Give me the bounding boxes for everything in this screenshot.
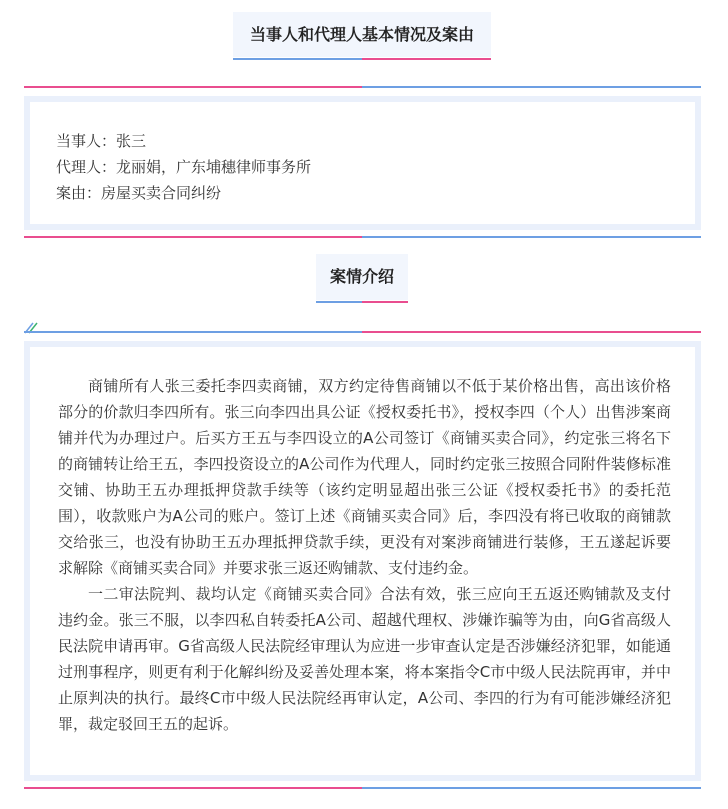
parties-panel-inner (30, 102, 695, 224)
cause-line: 案由：房屋买卖合同纠纷 (56, 184, 222, 202)
case-paragraph: 一二审法院判、裁均认定《商铺买卖合同》合法有效，张三应向王五返还购铺款及支付违约金。张三不服，以李四私自转委托A公司、超越代理权、涉嫌诈骗等为由，向G省高级人民法院申请再审。G省高级人民法院经审理认为应进一步审查认定是否涉嫌经济犯罪，如能通过刑事程序，则更有利于化解纠纷及妥善处理本案，将本案指令C市中级人民法院再审，并中止原判决的执行。最终C市中级人民法院经再审认定，A公司、李四的行为有可能涉嫌经济犯罪，裁定驳回王五的起诉。 (58, 585, 671, 733)
divider-top (24, 86, 701, 88)
section-title-case (316, 254, 408, 300)
section-title-parties (233, 12, 491, 57)
title-underline (316, 301, 408, 303)
party-line: 当事人：张三 (56, 132, 147, 150)
divider-bottom (24, 787, 701, 789)
divider-story-top (24, 331, 701, 333)
case-panel (24, 341, 701, 781)
title-underline (233, 58, 491, 60)
section-title-case-text: 案情介绍 (329, 267, 394, 286)
section-title-parties-text: 当事人和代理人基本情况及案由 (249, 25, 474, 44)
case-panel-inner (30, 347, 695, 775)
parties-panel (24, 96, 701, 230)
agent-line: 代理人：龙丽娟，广东埔穗律师事务所 (56, 158, 312, 176)
case-paragraph: 商铺所有人张三委托李四卖商铺，双方约定待售商铺以不低于某价格出售，高出该价格部分的价款归李四所有。张三向李四出具公证《授权委托书》，授权李四（个人）出售涉案商铺并代为办理过户。后买方王五与李四设立的A公司签订《商铺买卖合同》，约定张三将名下的商铺转让给王五，李四投资设立的A公司作为代理人，同时约定张三按照合同附件装修标准交铺、协助王五办理抵押贷款手续等（该约定明显超出张三公证《授权委托书》的委托范围），收款账户为A公司的账户。签订上述《商铺买卖合同》后，李四没有将已收取的商铺款交给张三，也没有协助王五办理抵押贷款手续，更没有对案涉商铺进行装修，王五遂起诉要求解除《商铺买卖合同》并要求张三返还购铺款、支付违约金。 (58, 377, 671, 577)
divider-mid (24, 236, 701, 238)
